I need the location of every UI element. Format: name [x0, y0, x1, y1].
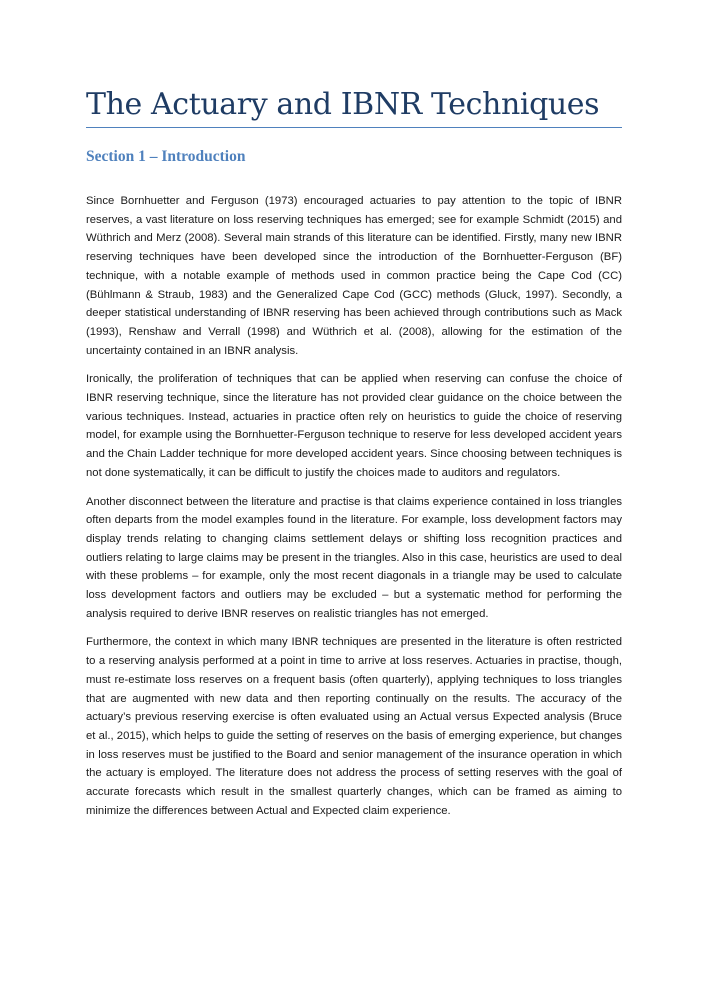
- paragraph-1: Since Bornhuetter and Ferguson (1973) encouraged actuaries to pay attention to the topic of IBNR reserves, a vast literature on loss reserving techniques has emerged; see for example Schmidt (2015) and Wüthrich and Merz (2008). Several main strands of this literature can be identified. Firstly, many new IBNR reserving techniques have been developed since the introduction of the Bornhuetter-Ferguson (BF) technique, with a notable example of methods used in common practice being the Cape Cod (CC) (Bühlmann & Straub, 1983) and the Generalized Cape Cod (GCC) methods (Gluck, 1997). Secondly, a deeper statistical understanding of IBNR reserving has been achieved through contributions such as Mack (1993), Renshaw and Verrall (1998) and Wüthrich et al. (2008), allowing for the estimation of the uncertainty contained in an IBNR analysis.: [86, 195, 622, 357]
- paragraph-2: Ironically, the proliferation of techniques that can be applied when reserving can confuse the choice of IBNR reserving technique, since the literature has not provided clear guidance on the choice between the various techniques. Instead, actuaries in practice often rely on heuristics to guide the choice of reserving model, for example using the Bornhuetter-Ferguson technique to reserve for less developed accident years and the Chain Ladder technique for more developed accident years. Since choosing between techniques is not done systematically, it can be difficult to justify the choices made to auditors and regulators.: [86, 373, 622, 479]
- section-heading: Section 1 – Introduction: [86, 148, 246, 165]
- document-title: The Actuary and IBNR Techniques: [86, 86, 622, 128]
- paragraph-4: Furthermore, the context in which many IBNR techniques are presented in the literature is often restricted to a reserving analysis performed at a point in time to arrive at loss reserves. Actuaries in practise, though, must re-estimate loss reserves on a frequent basis (often quarterly), applying techniques to loss triangles that are augmented with new data and then reporting continually on the results. The accuracy of the actuary’s previous reserving exercise is often evaluated using an Actual versus Expected analysis (Bruce et al., 2015), which helps to guide the setting of reserves on the basis of emerging experience, but changes in loss reserves must be justified to the Board and senior management of the insurance operation in which the actuary is employed. The literature does not address the process of setting reserves with the goal of accurate forecasts which result in the smallest quarterly changes, which can be framed as aiming to minimize the differences between Actual and Expected claim experience.: [86, 636, 622, 817]
- document-page: [86, 0, 622, 831]
- paragraph-3: Another disconnect between the literature and practise is that claims experience contained in loss triangles often departs from the model examples found in the literature. For example, loss development factors may display trends relating to changing claims settlement delays or shifting loss recognition practices and outliers relating to large claims may be present in the triangles. Also in this case, heuristics are used to deal with these problems – for example, only the most recent diagonals in a triangle may be used to calculate loss development factors and outliers may be excluded – but a systematic method for performing the analysis required to derive IBNR reserves on realistic triangles has not emerged.: [86, 495, 622, 620]
- body-text: [86, 192, 622, 821]
